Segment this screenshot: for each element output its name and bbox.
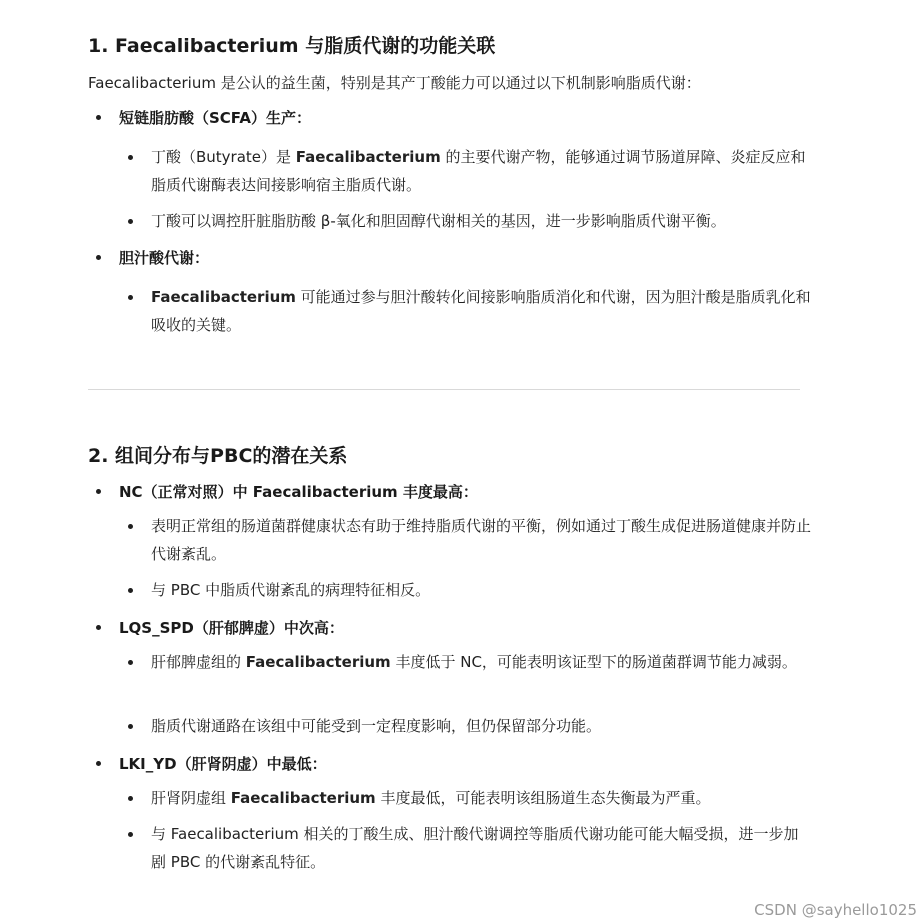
list-item: 丁酸（Butyrate）是 Faecalibacterium 的主要代谢产物，能够通过调节肠道屏障、炎症反应和脂质代谢酶表达间接影响宿主脂质代谢。 [151,148,806,194]
bullet-dot [128,832,133,837]
list-item-lqs-spd: LQS_SPD（肝郁脾虚）中次高： [119,619,344,637]
list-item-nc: NC（正常对照）中 Faecalibacterium 丰度最高： [119,483,478,501]
list-item-scfa: 短链脂肪酸（SCFA）生产： [119,109,311,127]
bullet-dot [128,588,133,593]
list-item: 与 PBC 中脂质代谢紊乱的病理特征相反。 [151,581,431,599]
list-item: 肝肾阴虚组 Faecalibacterium 丰度最低，可能表明该组肠道生态失衡最为严重。 [151,789,711,807]
bullet-dot [128,219,133,224]
list-item: 脂质代谢通路在该组中可能受到一定程度影响，但仍保留部分功能。 [151,717,602,735]
section-1-intro: Faecalibacterium 是公认的益生菌，特别是其产丁酸能力可以通过以下机制影响脂质代谢： [88,74,701,92]
bullet-dot [128,724,133,729]
bullet-dot [96,115,101,120]
list-item: 表明正常组的肠道菌群健康状态有助于维持脂质代谢的平衡，例如通过丁酸生成促进肠道健康并防止代谢紊乱。 [151,517,812,563]
list-item-bile-acid: 胆汁酸代谢： [119,249,210,267]
bullet-dot [128,796,133,801]
section-2-heading: 2. 组间分布与PBC的潜在关系 [88,445,348,467]
section-1-heading: 1. Faecalibacterium 与脂质代谢的功能关联 [88,35,496,57]
list-item: 丁酸可以调控肝脏脂肪酸 β-氧化和胆固醇代谢相关的基因，进一步影响脂质代谢平衡。 [151,212,726,230]
list-item: Faecalibacterium 可能通过参与胆汁酸转化间接影响脂质消化和代谢，因为胆汁酸是脂质乳化和吸收的关键。 [151,288,811,334]
horizontal-divider [88,389,800,390]
bullet-dot [128,155,133,160]
watermark: CSDN @sayhello1025 [754,901,917,919]
bullet-dot [128,295,133,300]
bullet-dot [128,660,133,665]
bullet-dot [96,625,101,630]
bullet-dot [96,761,101,766]
bullet-dot [128,524,133,529]
bullet-dot [96,255,101,260]
bullet-dot [96,489,101,494]
list-item: 肝郁脾虚组的 Faecalibacterium 丰度低于 NC，可能表明该证型下的肠道菌群调节能力减弱。 [151,653,797,671]
list-item-lki-yd: LKI_YD（肝肾阴虚）中最低： [119,755,327,773]
list-item: 与 Faecalibacterium 相关的丁酸生成、胆汁酸代谢调控等脂质代谢功能可能大幅受损，进一步加剧 PBC 的代谢紊乱特征。 [151,825,799,871]
